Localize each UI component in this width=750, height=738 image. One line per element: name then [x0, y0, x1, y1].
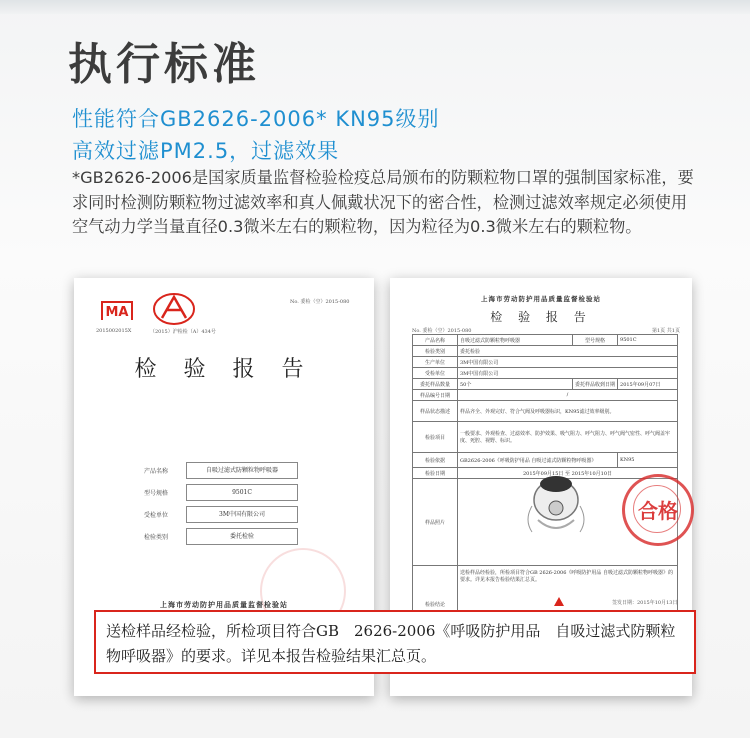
info-value: 委托检验 — [186, 528, 298, 545]
seal-text: 合格 — [638, 499, 678, 523]
info-label: 产品名称 — [144, 467, 169, 475]
table-cell-label: 型号规格 — [573, 335, 618, 346]
table-cell-value: 一般要求、外观检查、过滤效率、防护效果、吸气阻力、呼气阻力、呼气阀气密性、呼气阀盖牢度、死腔、视野、标识。 — [458, 422, 678, 453]
table-cell-value: 样品齐全、外观完好、符合气阀及呼吸器标识，KN95滤过效率级别。 — [458, 401, 678, 422]
table-row — [413, 401, 678, 422]
table-row — [413, 368, 678, 379]
table-cell-value: 委托检验 — [458, 346, 678, 357]
table-cell-label: 检验项目 — [413, 422, 458, 453]
svg-text:MA: MA — [105, 305, 129, 320]
info-label: 受检单位 — [144, 511, 169, 519]
subtitle-standard: 性能符合GB2626-2006* KN95级别 — [72, 107, 440, 131]
cal-code: （2015）沪检检（A）434号 — [150, 329, 216, 335]
table-cell-label: 样品状态描述 — [413, 401, 458, 422]
table-row — [413, 346, 678, 357]
respirator-mask-icon — [512, 470, 596, 538]
table-row — [413, 422, 678, 453]
table-cell-value: 送检样品经检验，所检项目符合GB 2626-2006《呼吸防护用品 自吸过滤式防颗粒物呼吸器》的要求。详见本报告检验结果汇总页。 — [458, 566, 678, 643]
report-number: No. 委检（空）2015-080 — [412, 328, 472, 334]
red-arrow-icon — [554, 597, 564, 606]
info-row — [144, 526, 298, 546]
table-cell-value: 3M中国有限公司 — [458, 368, 678, 379]
report-title: 检 验 报 告 — [490, 310, 592, 324]
info-value: 9501C — [186, 484, 298, 501]
cma-logo-icon — [98, 298, 136, 324]
table-cell-value: / — [458, 390, 678, 401]
table-cell-value: 9501C — [618, 335, 678, 346]
table-cell-label: 检验结论 — [413, 566, 458, 643]
table-cell-label: 受检单位 — [413, 368, 458, 379]
table-cell-value: KN95 — [618, 453, 678, 468]
table-cell-label: 委托样品收到日期 — [573, 379, 618, 390]
table-cell-label: 检验类别 — [413, 346, 458, 357]
page-title: 执行标准 — [68, 39, 260, 90]
info-row — [144, 482, 298, 502]
table-cell-value: 2015年09月15日 至 2015年10月10日 — [458, 468, 678, 479]
cal-logo-icon — [152, 292, 196, 326]
table-row — [413, 390, 678, 401]
table-row — [413, 357, 678, 368]
table-row — [413, 379, 678, 390]
table-cell-label: 检验依据 — [413, 453, 458, 468]
conclusion-callout: 送检样品经检验，所检项目符合GB 2626-2006《呼吸防护用品 自吸过滤式防颗粒物呼吸器》的要求。详见本报告检验结果汇总页。 — [94, 610, 696, 674]
cma-code: 2015002015X — [96, 328, 132, 334]
report-title: 检 验 报 告 — [134, 357, 314, 382]
table-cell-label: 产品名称 — [413, 335, 458, 346]
table-cell-label: 检验日期 — [413, 468, 458, 479]
testing-station-name: 上海市劳动防护用品质量监督检验站 — [160, 600, 288, 609]
table-cell-label: 样品编号日期 — [413, 390, 458, 401]
table-cell-value: 50个 — [458, 379, 573, 390]
info-label: 型号规格 — [144, 489, 169, 497]
table-cell-label: 委托样品数量 — [413, 379, 458, 390]
table-cell-value: 自吸过滤式防颗粒物呼吸器 — [458, 335, 573, 346]
info-row — [144, 504, 298, 524]
table-cell-label: 生产单位 — [413, 357, 458, 368]
table-cell-value: 2015年09月07日 — [618, 379, 678, 390]
info-value: 自吸过滤式防颗粒物呼吸器 — [186, 462, 298, 479]
report-number: No. 委检（空）2015-080 — [290, 299, 350, 305]
info-value: 3M中国有限公司 — [186, 506, 298, 523]
subtitle-pm25: 高效过滤PM2.5，过滤效果 — [72, 139, 340, 163]
table-cell-value: 3M中国有限公司 — [458, 357, 678, 368]
report-info-table — [144, 460, 298, 548]
table-cell-label: 样品照片 — [413, 479, 458, 566]
qualified-seal-icon — [622, 474, 694, 546]
page-count: 第1页 共1页 — [652, 328, 680, 334]
table-row — [413, 453, 678, 468]
info-label: 检验类别 — [144, 533, 169, 541]
testing-station-name: 上海市劳动防护用品质量监督检验站 — [481, 295, 601, 303]
table-row — [413, 335, 678, 346]
table-cell-value: GB2626-2006《呼吸防护用品 自吸过滤式防颗粒物呼吸器》 — [458, 453, 618, 468]
info-row — [144, 460, 298, 480]
top-band — [0, 0, 750, 14]
sign-date: 签发日期：2015年10月13日 — [612, 600, 678, 606]
standard-description: *GB2626-2006是国家质量监督检验检疫总局颁布的防颗粒物口罩的强制国家标准，要求同时检测防颗粒物过滤效率和真人佩戴状况下的密合性，检测过滤效率规定必须使用空气动力学当量直径0.3微米左右的颗粒物，因为粒径为0.3微米左右的颗粒物。 — [72, 168, 694, 236]
